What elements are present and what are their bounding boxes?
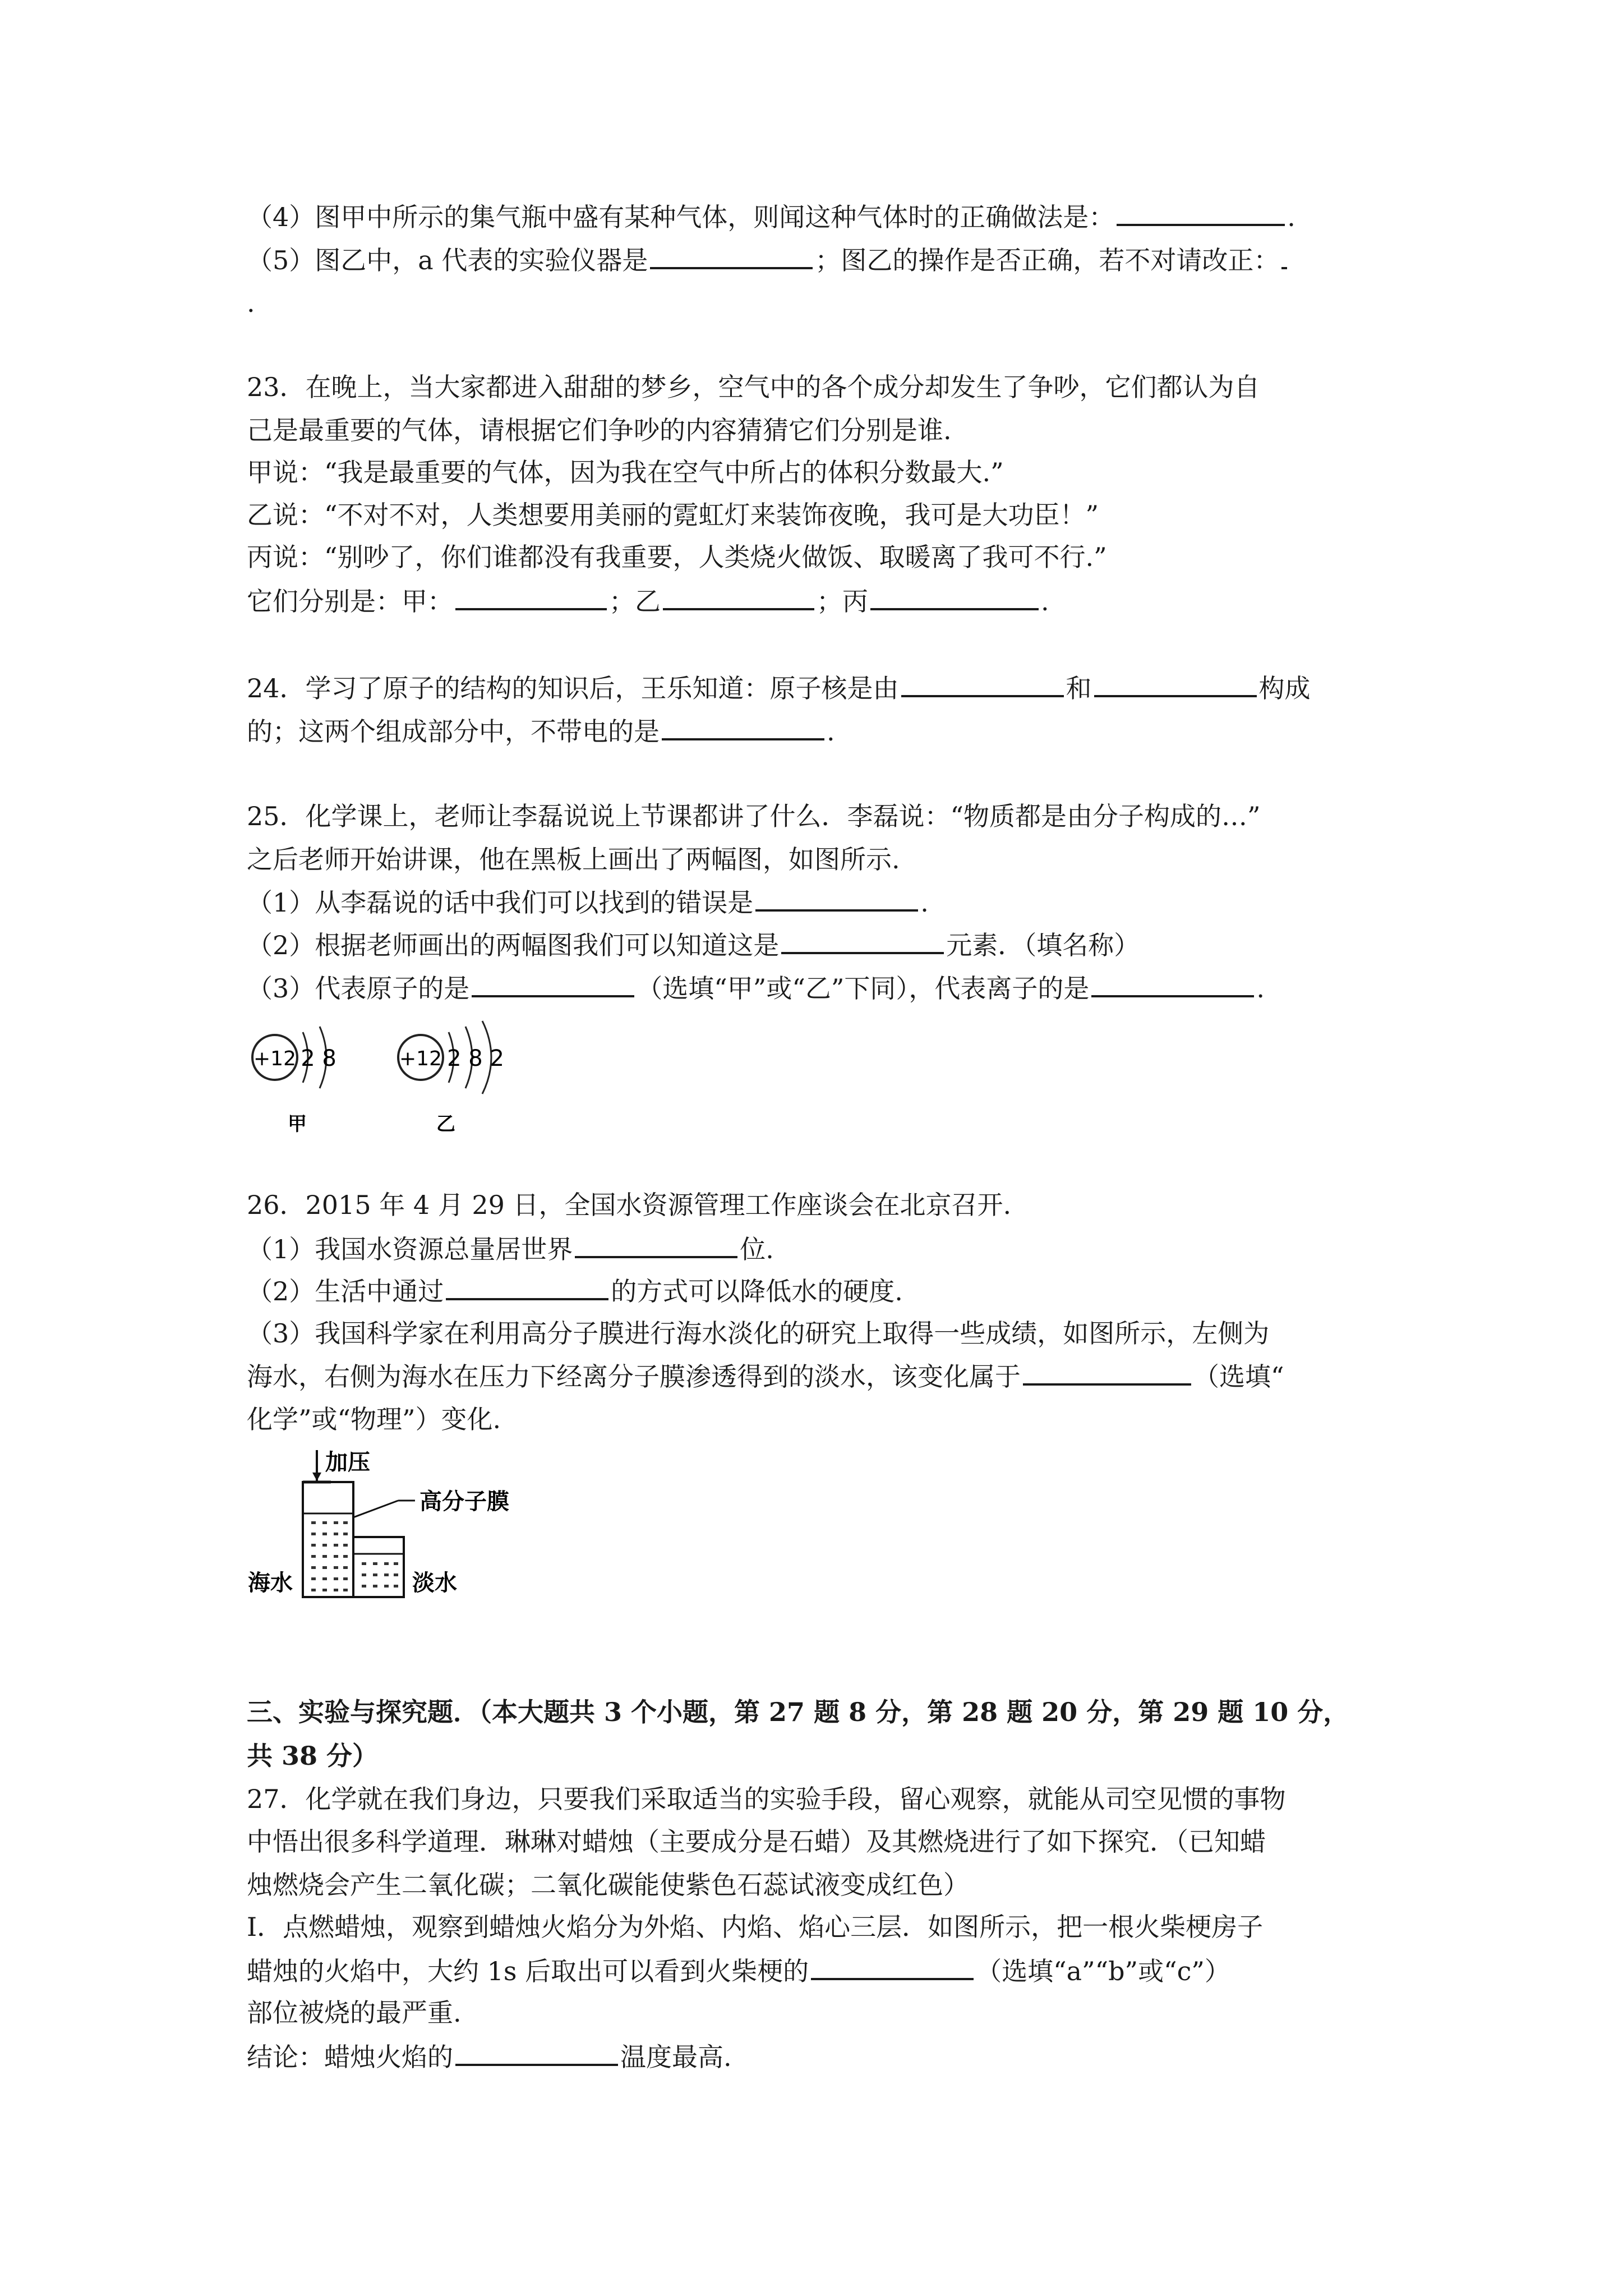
atom-jia-shells: 2 8 <box>301 1046 336 1071</box>
answer-blank[interactable] <box>870 583 1039 610</box>
q26-line1: 26．2015 年 4 月 29 日，全国水资源管理工作座谈会在北京召开. <box>247 1190 1012 1220</box>
answer-blank[interactable] <box>662 714 824 740</box>
answer-blank[interactable] <box>455 2039 618 2066</box>
section3-title-1: 三、实验与探究题．（本大题共 3 个小题，第 27 题 8 分，第 28 题 20 分，第 29 题 10 分， <box>247 1697 1349 1727</box>
atom-yi-nucleus: +12 <box>399 1047 442 1070</box>
q25-line1: 25．化学课上，老师让李磊说说上节课都讲了什么．李磊说：“物质都是由分子构成的…” <box>247 801 1261 831</box>
q27-line1: 27．化学就在我们身边，只要我们采取适当的实验手段，留心观察，就能从司空见惯的事物 <box>247 1784 1286 1814</box>
freshwater-dots <box>362 1562 398 1588</box>
section3-title-2: 共 38 分） <box>247 1741 379 1771</box>
q25-part2: （2）根据老师画出的两幅图我们可以知道这是 元素．（填名称） <box>247 927 1140 962</box>
seawater-label: 海水 <box>248 1570 293 1596</box>
q22-line4: （4）图甲中所示的集气瓶中盛有某种气体，则闻这种气体时的正确做法是： . <box>247 199 1295 234</box>
answer-blank[interactable] <box>1281 242 1287 269</box>
seawater-dots <box>311 1521 348 1591</box>
q22-line5-end: . <box>247 288 255 318</box>
atom-diagram-jia <box>247 1018 387 1142</box>
q26-part3-line2: 海水，右侧为海水在压力下经离分子膜渗透得到的淡水，该变化属于 （选填“ <box>247 1359 1284 1393</box>
answer-blank[interactable] <box>650 242 813 269</box>
atom-jia-nucleus: +12 <box>253 1047 296 1070</box>
q27-line4: Ⅰ．点燃蜡烛，观察到蜡烛火焰分为外焰、内焰、焰心三层．如图所示，把一根火柴梗房子 <box>247 1912 1264 1942</box>
q26-part1: （1）我国水资源总量居世界 位. <box>247 1231 774 1266</box>
atom-jia-label: 甲 <box>288 1113 307 1135</box>
answer-blank[interactable] <box>455 583 607 610</box>
q23-stem-2: 己是最重要的气体，请根据它们争吵的内容猜猜它们分别是谁. <box>247 415 952 445</box>
answer-blank[interactable] <box>1117 199 1285 226</box>
q27-line5: 蜡烛的火焰中，大约 1s 后取出可以看到火柴梗的 （选填“a”“b”或“c”） <box>247 1953 1230 1988</box>
answer-blank[interactable] <box>781 927 944 954</box>
answer-blank[interactable] <box>811 1953 974 1980</box>
answer-blank[interactable] <box>446 1273 608 1300</box>
answer-blank[interactable] <box>472 970 634 997</box>
answer-blank[interactable] <box>755 885 918 912</box>
q23-stem-1: 23．在晚上，当大家都进入甜甜的梦乡，空气中的各个成分却发生了争吵，它们都认为自 <box>247 372 1260 402</box>
answer-blank[interactable] <box>1094 670 1257 697</box>
answer-blank[interactable] <box>663 583 814 610</box>
atom-diagram-yi <box>393 1018 550 1142</box>
q24-line1: 24．学习了原子的结构的知识后，王乐知道：原子核是由 和 构成 <box>247 670 1311 705</box>
q26-part2: （2）生活中通过 的方式可以降低水的硬度. <box>247 1273 903 1308</box>
q26-part3-line3: 化学”或“物理”）变化. <box>247 1404 501 1434</box>
q25-part3: （3）代表原子的是 （选填“甲”或“乙”下同），代表离子的是 . <box>247 970 1265 1005</box>
q25-line2: 之后老师开始讲课，他在黑板上画出了两幅图，如图所示. <box>247 844 900 875</box>
q23-bing: 丙说：“别吵了，你们谁都没有我重要，人类烧火做饭、取暖离了我可不行.” <box>247 542 1107 572</box>
q27-line7: 结论：蜡烛火焰的 温度最高. <box>247 2039 732 2074</box>
q22-line5: （5）图乙中，a 代表的实验仪器是 ；图乙的操作是否正确，若不对请改正： <box>247 242 1289 277</box>
q23-answer: 它们分别是：甲： ；乙 ；丙 . <box>247 583 1049 618</box>
q24-line2: 的；这两个组成部分中，不带电的是 . <box>247 714 835 748</box>
q26-part3-line1: （3）我国科学家在利用高分子膜进行海水淡化的研究上取得一些成绩，如图所示，左侧为 <box>247 1318 1270 1349</box>
freshwater-label: 淡水 <box>412 1570 457 1596</box>
atom-yi-label: 乙 <box>436 1113 455 1135</box>
desalination-diagram <box>247 1447 538 1610</box>
atom-yi-svg <box>393 1018 550 1142</box>
membrane-label: 高分子膜 <box>419 1488 509 1515</box>
atom-yi-shells: 2 8 2 <box>447 1046 504 1071</box>
q27-line6: 部位被烧的最严重. <box>247 1998 462 2028</box>
pressure-label: 加压 <box>325 1449 370 1475</box>
answer-blank[interactable] <box>901 670 1064 697</box>
q23-yi: 乙说：“不对不对，人类想要用美丽的霓虹灯来装饰夜晚，我可是大功臣！” <box>247 500 1099 530</box>
answer-blank[interactable] <box>1091 970 1254 997</box>
desalination-svg <box>247 1447 538 1610</box>
answer-blank[interactable] <box>575 1231 737 1258</box>
q25-part1: （1）从李磊说的话中我们可以找到的错误是 . <box>247 885 929 919</box>
q27-line2: 中悟出很多科学道理．琳琳对蜡烛（主要成分是石蜡）及其燃烧进行了如下探究．（已知蜡 <box>247 1826 1266 1857</box>
q23-jia: 甲说：“我是最重要的气体，因为我在空气中所占的体积分数最大.” <box>247 457 1004 487</box>
answer-blank[interactable] <box>1023 1359 1191 1386</box>
q27-line3: 烛燃烧会产生二氧化碳；二氧化碳能使紫色石蕊试液变成红色） <box>247 1870 969 1900</box>
atom-jia-svg <box>247 1018 387 1142</box>
